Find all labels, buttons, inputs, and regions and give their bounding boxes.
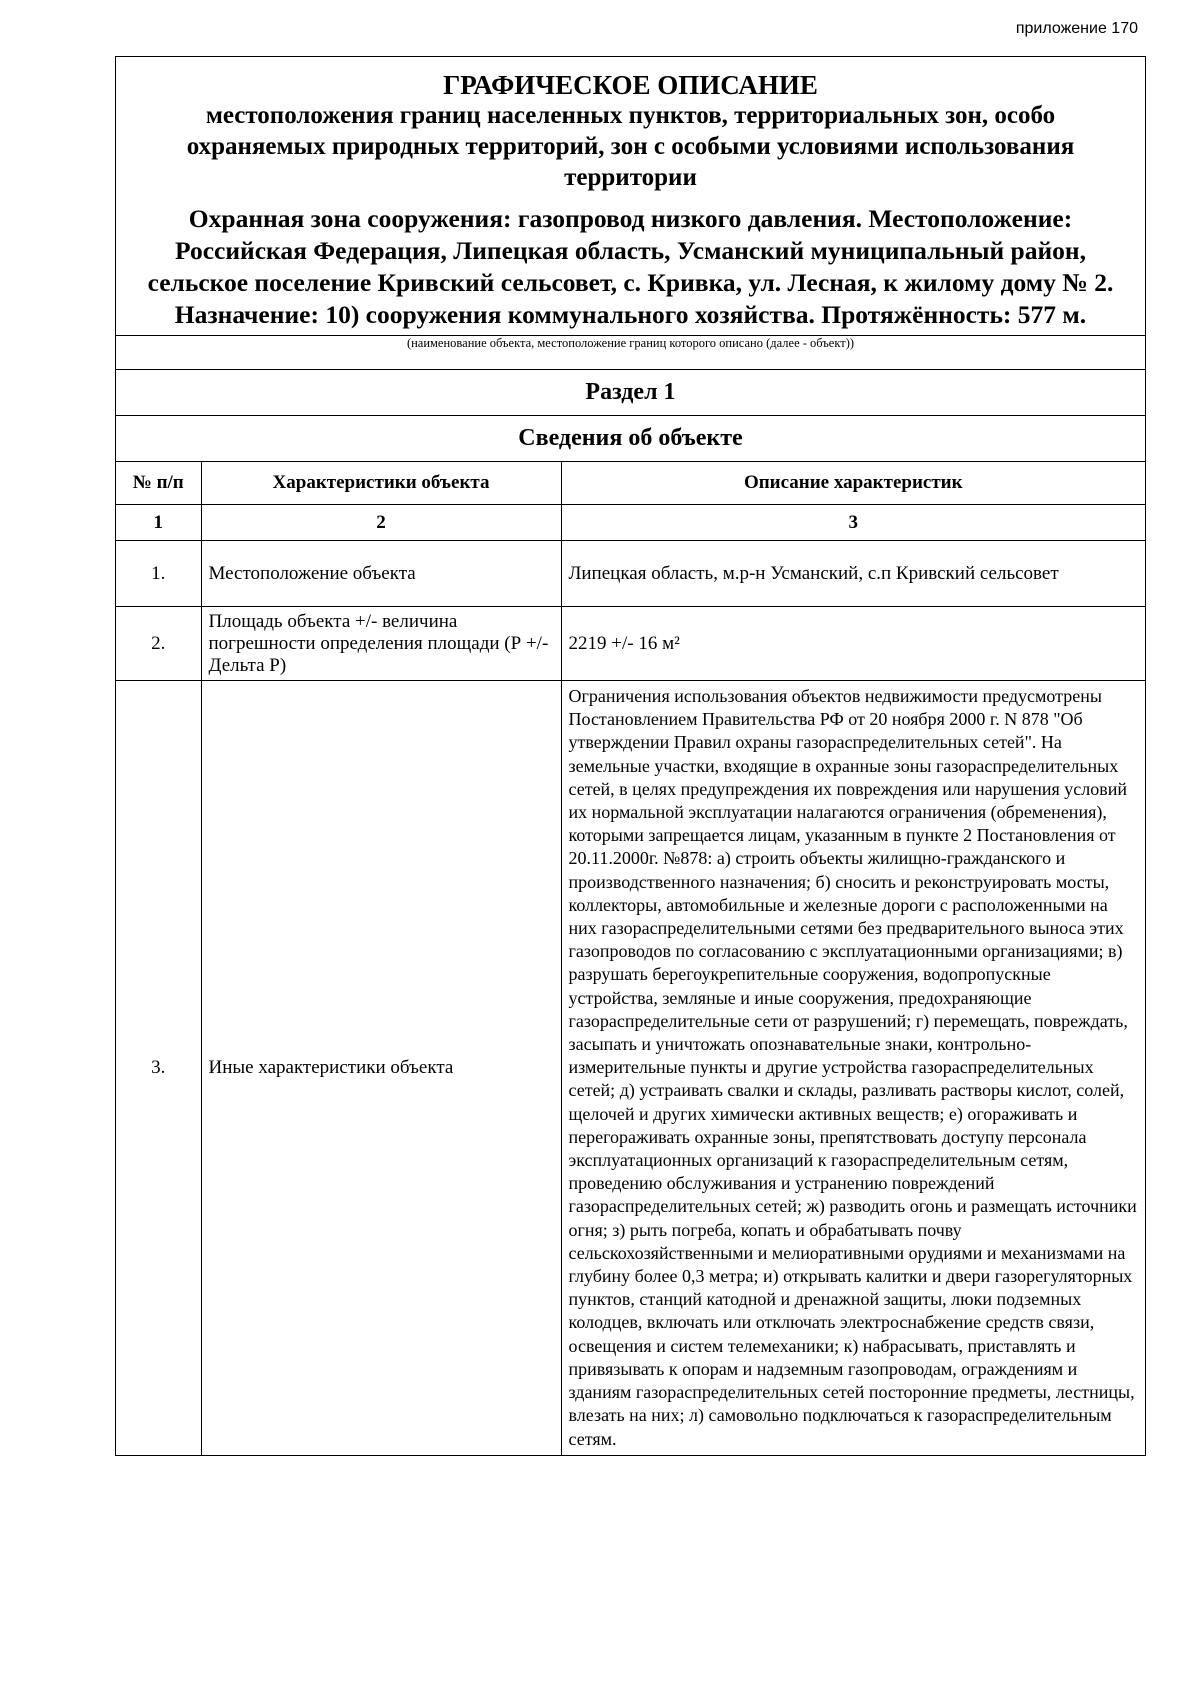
object-name: Охранная зона сооружения: газопровод низкого давления. Местоположение: Российская Федерация, Липецкая область, Усманский муниципальный район, сельское поселение Кривский сельсовет, с. Кривка, ул. Лесная, к жилому дому № 2. Назначение: 10) сооружения коммунального хозяйства. Протяжённость: 577 м. [147, 204, 1114, 329]
object-info-table [116, 461, 1145, 1455]
header-characteristic: Характеристики объекта [201, 462, 561, 505]
row-description: Липецкая область, м.р-н Усманский, с.п Кривский сельсовет [561, 541, 1145, 607]
row-characteristic: Иные характеристики объекта [201, 681, 561, 1455]
row-characteristic: Местоположение объекта [201, 541, 561, 607]
section-heading: Сведения об объекте [116, 415, 1145, 461]
appendix-label: приложение 170 [1015, 20, 1138, 37]
column-number: 1 [116, 505, 201, 541]
document-subtitle: местоположения границ населенных пунктов, территориальных зон, особо охраняемых природных территорий, зон с особыми условиями использования территории [186, 102, 1075, 191]
header-description: Описание характеристик [561, 462, 1145, 505]
row-number: 2. [116, 607, 201, 681]
document-title: ГРАФИЧЕСКОЕ ОПИСАНИЕ [443, 70, 818, 100]
column-number-row [116, 505, 1145, 541]
row-characteristic: Площадь объекта +/- величина погрешности определения площади (Р +/- Дельта Р) [201, 607, 561, 681]
table-row [116, 541, 1145, 607]
table-row [116, 681, 1145, 1455]
row-number: 3. [116, 681, 201, 1455]
section-label: Раздел 1 [116, 369, 1145, 415]
table-row [116, 607, 1145, 681]
document-form [115, 56, 1146, 1456]
title-block [116, 57, 1145, 335]
row-description: 2219 +/- 16 м² [561, 607, 1145, 681]
object-name-caption: (наименование объекта, местоположение границ которого описано (далее - объект)) [116, 335, 1145, 369]
header-number: № п/п [116, 462, 201, 505]
table-header-row [116, 462, 1145, 505]
row-number: 1. [116, 541, 201, 607]
row-description: Ограничения использования объектов недвижимости предусмотрены Постановлением Правительства РФ от 20 ноября 2000 г. N 878 "Об утверждении Правил охраны газораспределительных сетей". На земельные участки, входящие в охранные зоны газораспределительных сетей, в целях предупреждения их повреждения или нарушения условий их нормальной эксплуатации налагаются ограничения (обременения), которыми запрещается лицам, указанным в пункте 2 Постановления от 20.11.2000г. №878: а) строить объекты жилищно-гражданского и производственного назначения; б) сносить и реконструировать мосты, коллекторы, автомобильные и железные дороги с расположенными на них газораспределительными сетями без предварительного выноса этих газопроводов по согласованию с эксплуатационными организациями; в) разрушать берегоукрепительные сооружения, водопропускные устройства, земляные и иные сооружения, предохраняющие газораспределительные сети от разрушений; г) перемещать, повреждать, засыпать и уничтожать опознавательные знаки, контрольно-измерительные пункты и другие устройства газораспределительных сетей; д) устраивать свалки и склады, разливать растворы кислот, солей, щелочей и других химически активных веществ; е) огораживать и перегораживать охранные зоны, препятствовать доступу персонала эксплуатационных организаций к газораспределительным сетям, проведению обслуживания и устранению повреждений газораспределительных сетей; ж) разводить огонь и размещать источники огня; з) рыть погреба, копать и обрабатывать почву сельскохозяйственными и мелиоративными орудиями и механизмами на глубину более 0,3 метра; и) открывать калитки и двери газорегуляторных пунктов, станций катодной и дренажной защиты, люки подземных колодцев, включать или отключать электроснабжение средств связи, освещения и систем телемеханики; к) набрасывать, приставлять и привязывать к опорам и надземным газопроводам, ограждениям и зданиям газораспределительных сетей посторонние предметы, лестницы, влезать на них; л) самовольно подключаться к газораспределительным сетям. [561, 681, 1145, 1455]
column-number: 3 [561, 505, 1145, 541]
column-number: 2 [201, 505, 561, 541]
